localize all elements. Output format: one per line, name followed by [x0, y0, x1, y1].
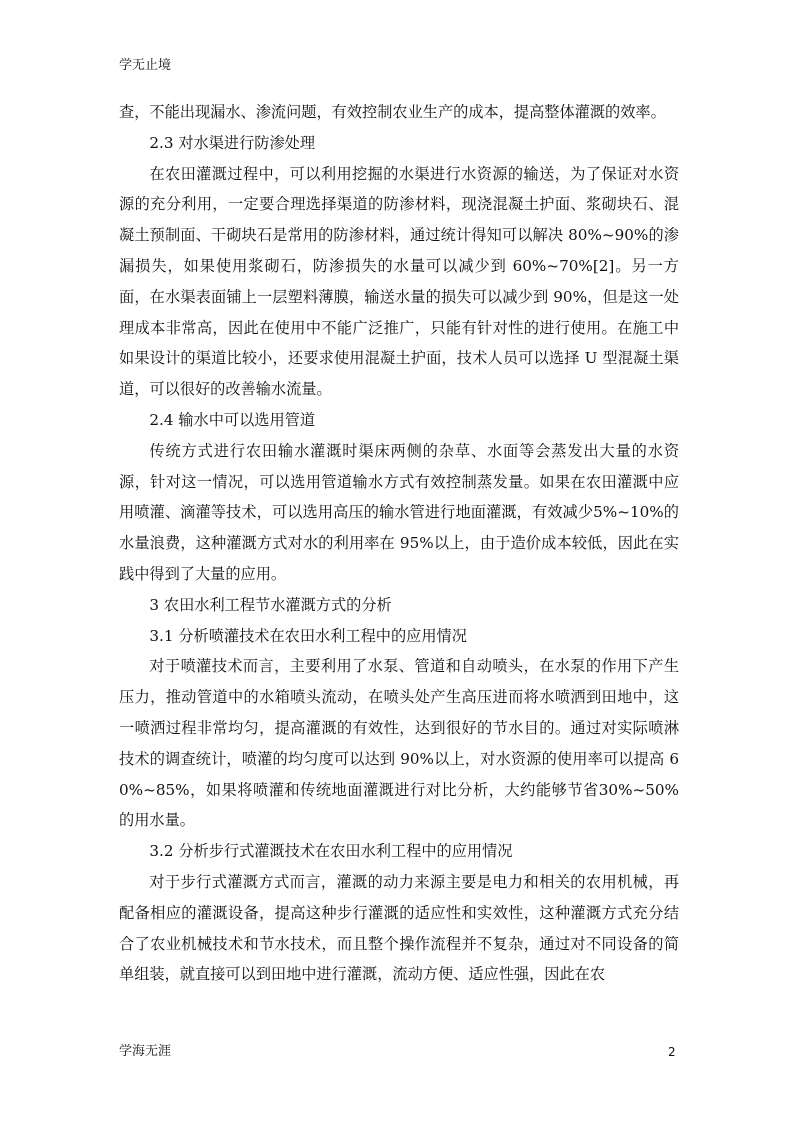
page-header: 学无止境 — [119, 58, 172, 73]
section-heading-3-1: 3.1 分析喷灌技术在农田水利工程中的应用情况 — [149, 626, 467, 645]
section-heading-2-4: 2.4 输水中可以选用管道 — [149, 410, 316, 429]
section-heading-3-2: 3.2 分析步行式灌溉技术在农田水利工程中的应用情况 — [149, 842, 513, 861]
paragraph-sprinkler: 对于喷灌技术而言，主要利用了水泵、管道和自动喷头，在水泵的作用下产生压力，推动管道中的水箱喷头流动，在喷头处产生高压进而将水喷洒到田地中，这一喷洒过程非常均匀，提高灌溉的有效性，达到很好的节水目的。通过对实际喷淋技术的调查统计，喷灌的均匀度可以达到 90%以上，对水资源的使用率可以提高 60%~85%，如果将喷灌和传统地面灌溉进行对比分析，大约能够节省30%~50%的用水量。 — [119, 657, 679, 830]
paragraph-walking-irrigation: 对于步行式灌溉方式而言，灌溉的动力来源主要是电力和相关的农用机械，再配备相应的灌溉设备，提高这种步行灌溉的适应性和实效性，这种灌溉方式充分结合了农业机械技术和节水技术，而且整个操作流程并不复杂，通过对不同设备的简单组装，就直接可以到田地中进行灌溉，流动方便、适应性强，因此在农 — [119, 872, 679, 984]
page-footer: 学海无涯 — [119, 1044, 172, 1059]
page-number: 2 — [668, 1045, 676, 1059]
document-body — [119, 97, 679, 990]
paragraph-continued: 查，不能出现漏水、渗流问题，有效控制农业生产的成本，提高整体灌溉的效率。 — [119, 103, 666, 121]
section-heading-3: 3 农田水利工程节水灌溉方式的分析 — [149, 595, 392, 614]
section-heading-2-3: 2.3 对水渠进行防渗处理 — [149, 133, 316, 152]
paragraph-seepage: 在农田灌溉过程中，可以利用挖掘的水渠进行水资源的输送，为了保证对水资源的充分利用，一定要合理选择渠道的防渗材料，现浇混凝土护面、浆砌块石、混凝土预制面、干砌块石是常用的防渗材料，通过统计得知可以解决 80%~90%的渗漏损失，如果使用浆砌石，防渗损失的水量可以减少到 60%~70%[2]。另一方面，在水渠表面铺上一层塑料薄膜，输送水量的损失可以减少到 90%，但是这一处理成本非常高，因此在使用中不能广泛推广，只能有针对性的进行使用。在施工中如果设计的渠道比较小，还要求使用混凝土护面，技术人员可以选择 U 型混凝土渠道，可以很好的改善输水流量。 — [119, 164, 679, 399]
paragraph-pipelines: 传统方式进行农田输水灌溉时渠床两侧的杂草、水面等会蒸发出大量的水资源，针对这一情况，可以选用管道输水方式有效控制蒸发量。如果在农田灌溉中应用喷灌、滴灌等技术，可以选用高压的输水管进行地面灌溉，有效减少5%~10%的水量浪费，这种灌溉方式对水的利用率在 95%以上，由于造价成本较低，因此在实践中得到了大量的应用。 — [119, 441, 679, 583]
